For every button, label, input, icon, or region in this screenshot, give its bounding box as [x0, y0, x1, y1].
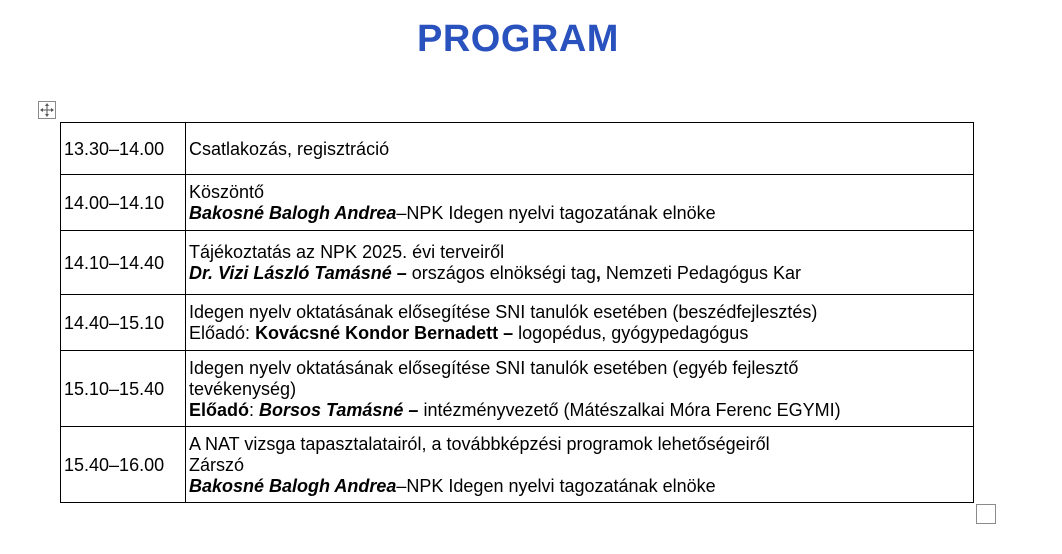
- speaker-line: [189, 203, 970, 224]
- speaker-name: Borsos Tamásné –: [259, 399, 419, 420]
- topic-text: Idegen nyelv oktatásának elősegítése SNI tanulók esetében (beszédfejlesztés): [189, 302, 818, 322]
- speaker-role: országos elnökségi tag: [406, 263, 596, 283]
- topic-cell: [186, 295, 974, 351]
- speaker-line: [189, 400, 970, 421]
- table-row: [61, 123, 974, 175]
- speaker-line: [189, 323, 970, 344]
- speaker-colon: :: [249, 399, 260, 420]
- closing-text: Zárszó: [189, 454, 245, 475]
- speaker-label: Előadó: [189, 399, 250, 420]
- speaker-name: Bakosné Balogh Andrea: [189, 203, 397, 223]
- speaker-name: Bakosné Balogh Andrea: [189, 475, 397, 496]
- speaker-line: [189, 263, 970, 284]
- table-resize-handle[interactable]: [976, 504, 996, 524]
- speaker-role-comma: ,: [595, 263, 601, 283]
- time-cell: 14.10–14.40: [61, 231, 186, 295]
- table-row: [61, 231, 974, 295]
- speaker-label: Előadó:: [189, 323, 256, 343]
- topic-cell: [186, 123, 974, 175]
- speaker-name: Kovácsné Kondor Bernadett –: [255, 323, 514, 343]
- time-cell: 14.00–14.10: [61, 175, 186, 231]
- move-arrows-icon: [40, 103, 54, 117]
- table-move-handle[interactable]: [38, 101, 56, 119]
- table-row: [61, 295, 974, 351]
- table-row: [61, 427, 974, 503]
- topic-text-continued: tevékenység): [189, 378, 297, 399]
- topic-cell: [186, 231, 974, 295]
- speaker-role: intézményvezető (Mátészalkai Móra Ferenc EGYMI): [418, 399, 841, 420]
- topic-text: Köszöntő: [189, 182, 265, 202]
- time-cell: 13.30–14.00: [61, 123, 186, 175]
- program-table: [60, 122, 974, 503]
- speaker-role: –NPK Idegen nyelvi tagozatának elnöke: [396, 203, 716, 223]
- time-cell: 15.10–15.40: [61, 351, 186, 427]
- speaker-role: –NPK Idegen nyelvi tagozatának elnöke: [396, 475, 716, 496]
- speaker-role: logopédus, gyógypedagógus: [513, 323, 749, 343]
- page-title: PROGRAM: [417, 18, 619, 60]
- table-row: [61, 175, 974, 231]
- topic-text: A NAT vizsga tapasztalatairól, a továbbképzési programok lehetőségeiről: [189, 433, 770, 454]
- topic-text: Csatlakozás, regisztráció: [189, 138, 390, 159]
- speaker-line: [189, 476, 970, 497]
- topic-text: Idegen nyelv oktatásának elősegítése SNI tanulók esetében (egyéb fejlesztő: [189, 357, 799, 378]
- topic-cell: [186, 427, 974, 503]
- time-cell: 14.40–15.10: [61, 295, 186, 351]
- table-row: [61, 351, 974, 427]
- topic-text: Tájékoztatás az NPK 2025. évi terveiről: [189, 242, 505, 262]
- speaker-name: Dr. Vizi László Tamásné –: [189, 263, 407, 283]
- topic-cell: [186, 175, 974, 231]
- topic-cell: [186, 351, 974, 427]
- time-cell: 15.40–16.00: [61, 427, 186, 503]
- speaker-organization: Nemzeti Pedagógus Kar: [600, 263, 801, 283]
